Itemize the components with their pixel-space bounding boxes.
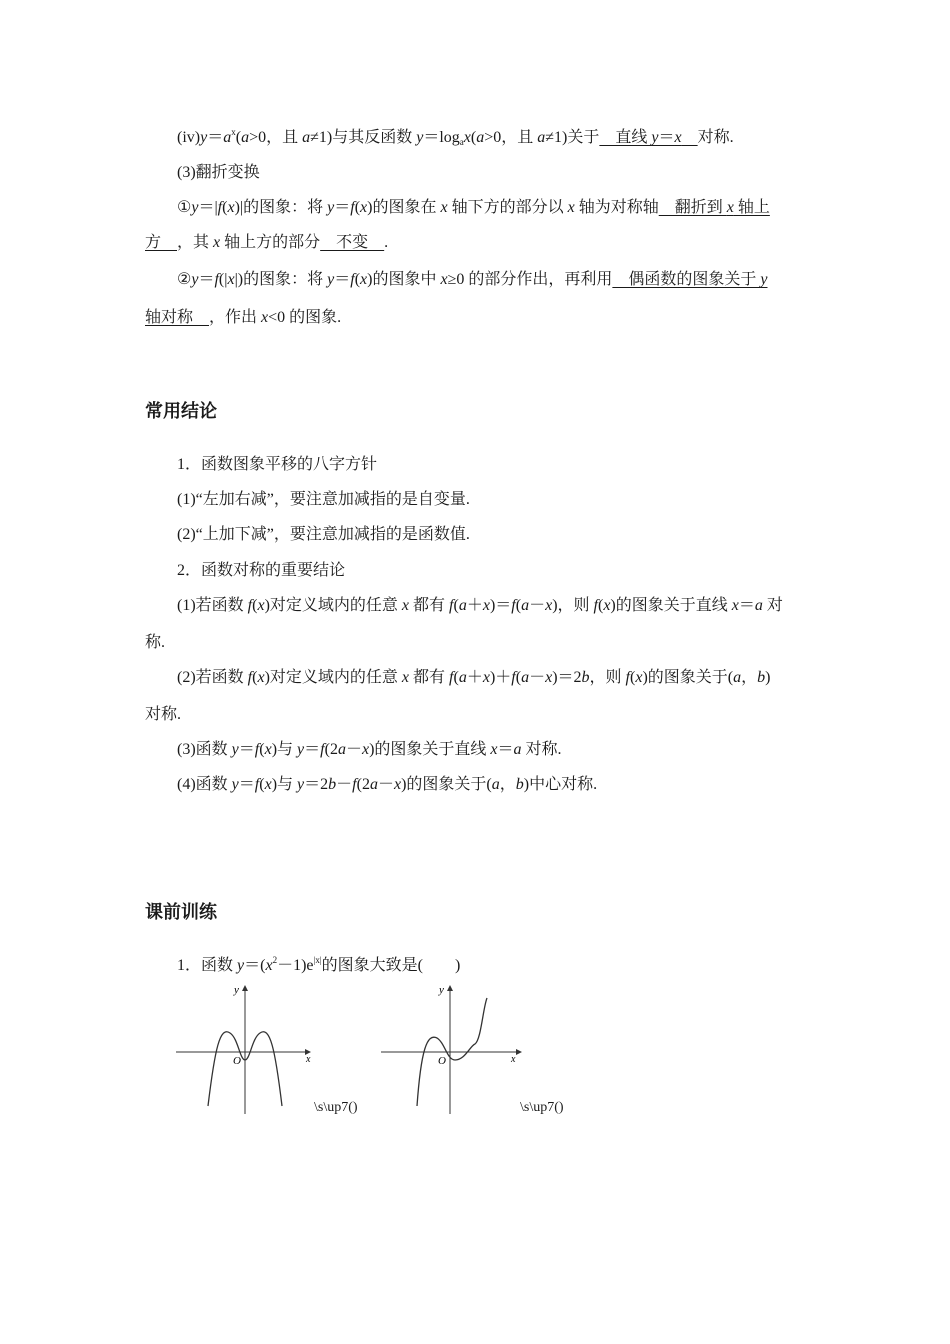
var: b <box>757 669 766 686</box>
var: x <box>265 957 273 974</box>
text: ＝ <box>238 776 255 793</box>
var: y <box>231 741 239 758</box>
var: f <box>247 597 253 614</box>
text: ＝| <box>198 199 218 216</box>
text: ，则 <box>589 669 626 686</box>
var: a <box>458 597 467 614</box>
text: ＝ <box>334 199 351 216</box>
text: ＝ <box>497 741 514 758</box>
text: )的图象中 <box>367 271 441 288</box>
var: a <box>241 129 250 146</box>
var: a <box>754 597 763 614</box>
var: a <box>302 129 311 146</box>
var: x <box>731 597 739 614</box>
y-axis-label: y <box>234 984 239 996</box>
var: y <box>297 776 305 793</box>
text: >0，且 <box>249 129 303 146</box>
flip-rule-1-continued <box>145 233 388 253</box>
graph-option-a <box>170 978 320 1123</box>
text: )＝ <box>489 597 512 614</box>
text: 1．函数 <box>177 957 238 974</box>
text: ① <box>177 199 192 216</box>
var: b <box>515 776 524 793</box>
text: ( <box>259 776 265 793</box>
text: ( <box>235 129 242 146</box>
text: ，作出 <box>209 309 262 326</box>
text: (4)函数 <box>177 776 232 793</box>
var: y <box>200 129 208 146</box>
text: 轴上方的部分 <box>220 234 321 251</box>
conclusion-item-1a: (1)“左加右减”，要注意加减指的是自变量. <box>177 491 470 508</box>
graph-option-b <box>375 978 525 1123</box>
text: 直线 <box>599 129 652 146</box>
var: x <box>361 741 370 758</box>
var: a <box>537 129 546 146</box>
conclusion-item-1b: (2)“上加下减”，要注意加减指的是函数值. <box>177 526 470 543</box>
text <box>682 129 698 146</box>
text: )与 <box>271 776 298 793</box>
var: y <box>231 776 239 793</box>
text: |)的图象：将 <box>234 271 328 288</box>
conclusion-item-1-title: 1．函数图象平移的八字方针 <box>177 456 378 473</box>
symmetry-rule-2 <box>177 668 770 688</box>
inverse-function-line <box>177 128 734 148</box>
text: ( <box>453 669 459 686</box>
text: )|的图象：将 <box>234 199 328 216</box>
origin-label: O <box>233 1055 241 1067</box>
text: (iv) <box>177 129 201 146</box>
var: f <box>352 776 357 793</box>
var: x <box>261 309 269 326</box>
var: x <box>393 776 402 793</box>
var: f <box>350 271 355 288</box>
var: x <box>360 271 368 288</box>
answer-blank: 轴对称 <box>145 309 210 326</box>
subscript: a <box>459 137 464 147</box>
answer-blank <box>612 271 767 288</box>
text: ＝ <box>658 129 675 146</box>
var: x <box>635 669 643 686</box>
text: )的图象关于( <box>642 669 734 686</box>
text: ＝ <box>198 271 215 288</box>
text: 对称. <box>521 741 562 758</box>
text: )＝2 <box>552 669 582 686</box>
var: a <box>521 597 530 614</box>
var: a <box>369 776 378 793</box>
text: 的图象大致是( ) <box>321 957 461 974</box>
var: f <box>511 597 516 614</box>
var: a <box>337 741 346 758</box>
question-1 <box>177 956 460 976</box>
symmetry-rule-4 <box>177 775 597 795</box>
symmetry-rule-2-continued: 对称. <box>145 706 182 723</box>
var: y <box>237 957 245 974</box>
text: )的图象在 <box>367 199 441 216</box>
y-axis-label: y <box>439 984 444 996</box>
text: ( <box>259 741 265 758</box>
text: )＋ <box>489 669 512 686</box>
var: f <box>449 669 454 686</box>
text: ＋ <box>466 669 483 686</box>
text: ＝ <box>304 741 321 758</box>
var: x <box>463 129 471 146</box>
answer-blank <box>599 129 697 146</box>
text: 对称. <box>697 129 734 146</box>
text: )，则 <box>552 597 594 614</box>
text: ＝ <box>207 129 224 146</box>
var: a <box>491 776 500 793</box>
text: － <box>377 776 394 793</box>
text: )的图象关于直线 <box>369 741 491 758</box>
text: ≠1)与其反函数 <box>310 129 417 146</box>
var: x <box>401 669 410 686</box>
text: )与 <box>271 741 298 758</box>
section-heading-practice: 课前训练 <box>145 902 217 923</box>
graph-b-caption: \s\up7() <box>520 1100 564 1115</box>
var: x <box>603 597 611 614</box>
origin-label: O <box>438 1055 446 1067</box>
var: y <box>651 129 659 146</box>
text: 轴上 <box>733 199 770 216</box>
var: f <box>350 199 355 216</box>
text: . <box>384 234 389 251</box>
graph-a-caption: \s\up7() <box>314 1100 358 1115</box>
flip-transform-title: (3)翻折变换 <box>177 164 260 181</box>
var: y <box>416 129 424 146</box>
text: 都有 <box>409 597 450 614</box>
text: － <box>529 597 546 614</box>
text: ( <box>252 597 258 614</box>
var: a <box>476 129 485 146</box>
var: x <box>482 669 490 686</box>
var: x <box>567 199 575 216</box>
superscript: x <box>231 127 236 137</box>
text: )中心对称. <box>523 776 598 793</box>
text: ＝2 <box>304 776 329 793</box>
var: y <box>327 271 335 288</box>
var: x <box>440 271 448 288</box>
text: )对定义域内的任意 <box>264 597 402 614</box>
text: ≠1)关于 <box>545 129 600 146</box>
answer-blank: 方 <box>145 234 178 251</box>
text: )的图象关于直线 <box>610 597 732 614</box>
flip-rule-2-continued <box>145 308 341 328</box>
var: y <box>191 199 199 216</box>
var: y <box>760 271 768 288</box>
text: ( <box>515 597 522 614</box>
var: f <box>320 741 325 758</box>
section-heading-conclusions: 常用结论 <box>145 401 217 422</box>
var: x <box>674 129 682 146</box>
text: ＝ <box>238 741 255 758</box>
text: 轴下方的部分以 <box>447 199 568 216</box>
var: x <box>440 199 448 216</box>
text: ＝( <box>244 957 266 974</box>
symmetry-rule-3 <box>177 740 562 760</box>
var: a <box>223 129 232 146</box>
text: <0 的图象. <box>268 309 342 326</box>
var: x <box>360 199 368 216</box>
var: x <box>545 597 553 614</box>
var: y <box>191 271 199 288</box>
var: f <box>625 669 630 686</box>
text: － <box>336 776 353 793</box>
text: (2 <box>356 776 370 793</box>
text: ＝ <box>738 597 755 614</box>
text: ≥0 的部分作出，再利用 <box>447 271 613 288</box>
var: a <box>733 669 742 686</box>
var: f <box>217 199 223 216</box>
text: (| <box>218 271 228 288</box>
var: x <box>264 776 272 793</box>
flip-rule-2 <box>177 270 768 290</box>
var: b <box>581 669 590 686</box>
var: y <box>297 741 305 758</box>
var: x <box>482 597 490 614</box>
text: ＋ <box>466 597 483 614</box>
var: x <box>213 234 221 251</box>
var: a <box>458 669 467 686</box>
superscript: |x| <box>313 955 322 965</box>
var: x <box>264 741 272 758</box>
text: ， <box>741 669 758 686</box>
text: ，其 <box>177 234 214 251</box>
text: ( <box>354 271 361 288</box>
text: ( <box>252 669 258 686</box>
var: x <box>257 597 265 614</box>
text: ) <box>765 669 771 686</box>
var: f <box>247 669 253 686</box>
text: ， <box>499 776 516 793</box>
var: x <box>726 199 734 216</box>
text: ＝log <box>423 129 460 146</box>
var: f <box>511 669 516 686</box>
answer-blank: 不变 <box>320 234 385 251</box>
text: ( <box>222 199 228 216</box>
var: b <box>328 776 337 793</box>
text: (2 <box>324 741 338 758</box>
text: 偶函数的图象关于 <box>612 271 761 288</box>
text: ( <box>354 199 361 216</box>
text: )对定义域内的任意 <box>264 669 402 686</box>
text: (2)若函数 <box>177 669 248 686</box>
text: ( <box>515 669 522 686</box>
text: － <box>345 741 362 758</box>
var: x <box>257 669 265 686</box>
var: x <box>401 597 410 614</box>
text: － <box>529 669 546 686</box>
var: f <box>254 741 260 758</box>
conclusion-item-2-title: 2．函数对称的重要结论 <box>177 562 346 579</box>
var: a <box>513 741 522 758</box>
var: f <box>449 597 454 614</box>
text: ＝ <box>334 271 351 288</box>
var: x <box>490 741 498 758</box>
var: x <box>545 669 553 686</box>
text: (1)若函数 <box>177 597 248 614</box>
text: －1)e <box>277 957 314 974</box>
answer-blank <box>659 199 770 216</box>
text: ( <box>453 597 459 614</box>
text: 对 <box>762 597 783 614</box>
text: )的图象关于( <box>401 776 492 793</box>
text: ( <box>630 669 636 686</box>
text: ( <box>470 129 477 146</box>
text: 轴为对称轴 <box>574 199 659 216</box>
x-axis-label: x <box>306 1054 311 1065</box>
text: >0，且 <box>484 129 538 146</box>
x-axis-label: x <box>511 1054 516 1065</box>
var: x <box>227 271 235 288</box>
symmetry-rule-1-continued: 称. <box>145 634 166 651</box>
symmetry-rule-1 <box>177 596 783 616</box>
text: ( <box>597 597 604 614</box>
flip-rule-1 <box>177 198 770 218</box>
var: y <box>327 199 335 216</box>
text: 都有 <box>409 669 450 686</box>
text: 翻折到 <box>658 199 727 216</box>
superscript: 2 <box>272 955 278 965</box>
var: f <box>593 597 598 614</box>
var: f <box>254 776 260 793</box>
var: a <box>521 669 530 686</box>
var: f <box>214 271 219 288</box>
var: x <box>227 199 235 216</box>
text: (3)函数 <box>177 741 232 758</box>
text: ② <box>177 271 192 288</box>
